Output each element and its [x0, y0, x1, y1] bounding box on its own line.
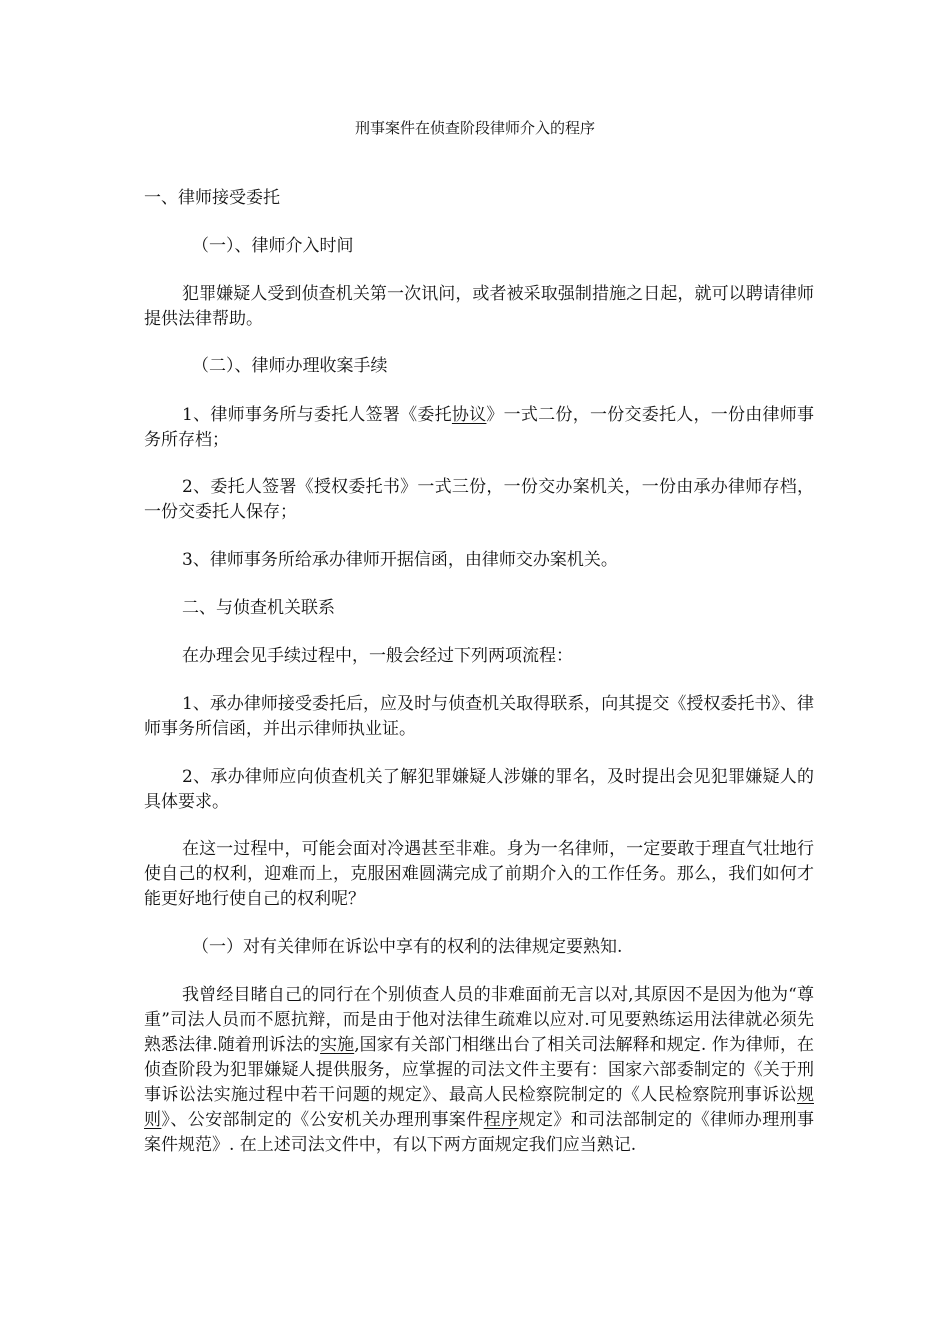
paragraph-1: 犯罪嫌疑人受到侦查机关第一次讯问，或者被采取强制措施之日起，就可以聘请律师提供法律帮助。	[144, 284, 814, 329]
paragraph-2-text-a: 1、律师事务所与委托人签署《委托	[182, 405, 452, 425]
paragraph-6: 1、承办律师接受委托后，应及时与侦查机关取得联系，向其提交《授权委托书》、律师事务所信函，并出示律师执业证。	[144, 694, 814, 739]
paragraph-2-text-b: 》一式二份，一份交委托人，一份由律师事务所存档；	[144, 405, 815, 450]
section-heading-2: 二、与侦查机关联系	[182, 598, 335, 618]
section-heading-1: 一、律师接受委托	[144, 188, 280, 208]
document-title: 刑事案件在侦查阶段律师介入的程序	[354, 119, 595, 137]
paragraph-9-underlined-2: 规则	[144, 1085, 814, 1130]
paragraph-9-text-b: ,国家有关部门相继出台了相关司法解释和规定. 作为律师，在侦查阶段为犯罪嫌疑人提供服务，应掌握的司法文件主要有：国家六部委制定的《关于刑事诉讼法实施过程中若干问题的规定》、最高人民检察院制定的《人民检察院刑事诉讼	[144, 1035, 815, 1105]
paragraph-2	[144, 403, 814, 453]
paragraph-2-underlined: 协议	[451, 405, 487, 425]
paragraph-7: 2、承办律师应向侦查机关了解犯罪嫌疑人涉嫌的罪名，及时提出会见犯罪嫌疑人的具体要求。	[144, 767, 814, 812]
subsection-heading-1: （一）、律师介入时间	[192, 236, 354, 256]
paragraph-9-underlined-3: 程序	[483, 1110, 519, 1130]
subsection-heading-2: （二）、律师办理收案手续	[192, 356, 388, 376]
paragraph-9-text-a: 我曾经目睹自己的同行在个别侦查人员的非难面前无言以对,其原因不是因为他为“尊重”司法人员而不愿抗辩，而是由于他对法律生疏难以应对.可见要熟练运用法律就必须先熟悉法律.随着刑诉法的	[144, 985, 814, 1055]
paragraph-9	[144, 983, 814, 1158]
paragraph-4: 3、律师事务所给承办律师开据信函，由律师交办案机关。	[182, 550, 618, 570]
subsection-heading-3: （一）对有关律师在诉讼中享有的权利的法律规定要熟知.	[192, 937, 623, 957]
paragraph-8: 在这一过程中，可能会面对冷遇甚至非难。身为一名律师，一定要敢于理直气壮地行使自己的权利，迎难而上，克服困难圆满完成了前期介入的工作任务。那么，我们如何才能更好地行使自己的权利呢？	[144, 839, 814, 909]
paragraph-9-text-d: 规定》和司法部制定的《律师办理刑事案件规范》. 在上述司法文件中，有以下两方面规定我们应当熟记.	[144, 1110, 815, 1155]
paragraph-5: 在办理会见手续过程中，一般会经过下列两项流程：	[182, 646, 573, 666]
paragraph-9-underlined-1: 实施	[320, 1035, 355, 1055]
paragraph-9-text-c: 》、公安部制定的《公安机关办理刑事案件	[161, 1110, 484, 1130]
paragraph-3: 2、委托人签署《授权委托书》一式三份，一份交办案机关，一份由承办律师存档，一份交委托人保存；	[144, 477, 814, 522]
